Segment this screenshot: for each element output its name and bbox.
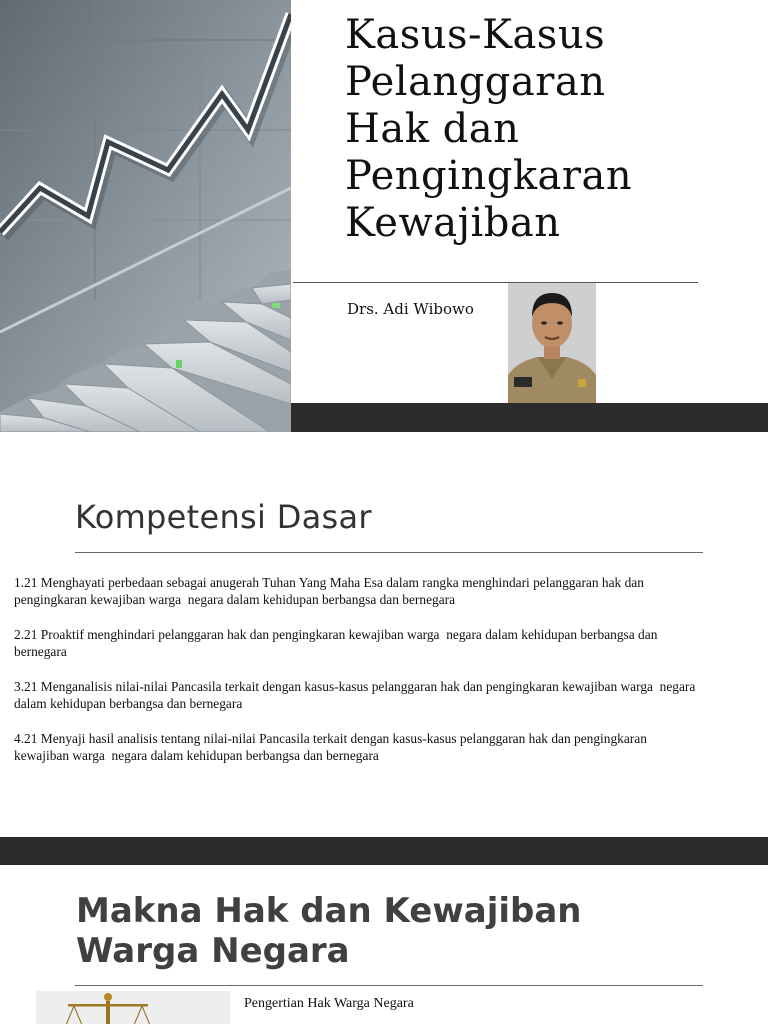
kompetensi-title: Kompetensi Dasar bbox=[75, 498, 372, 536]
title-divider bbox=[293, 282, 698, 283]
kompetensi-slide bbox=[0, 432, 768, 837]
makna-divider bbox=[75, 985, 703, 986]
stairs-growth-photo bbox=[0, 0, 291, 432]
slide-separator-band bbox=[0, 837, 768, 865]
kompetensi-divider bbox=[75, 552, 703, 553]
author-photo bbox=[508, 283, 596, 403]
makna-title: Makna Hak dan Kewajiban Warga Negara bbox=[76, 891, 582, 971]
author-name: Drs. Adi Wibowo bbox=[347, 300, 474, 318]
slide-title: Kasus-Kasus Pelanggaran Hak dan Pengingkaran Kewajiban bbox=[345, 12, 633, 246]
title-block bbox=[345, 12, 755, 247]
kompetensi-item: 4.21 Menyaji hasil analisis tentang nilai-nilai Pancasila terkait dengan kasus-kasus pelanggaran hak dan pengingkaran kewajiban warga negara dalam kehidupan berbangsa dan bernegara bbox=[14, 731, 647, 763]
kompetensi-list bbox=[14, 574, 759, 782]
kompetensi-item: 2.21 Proaktif menghindari pelanggaran hak dan pengingkaran kewajiban warga negara dalam kehidupan berbangsa dan bernegara bbox=[14, 627, 658, 659]
kompetensi-item: 3.21 Menganalisis nilai-nilai Pancasila terkait dengan kasus-kasus pelanggaran hak dan pengingkaran kewajiban warga negara dalam kehidupan berbangsa dan bernegara bbox=[14, 679, 696, 711]
title-footer-band bbox=[291, 403, 768, 432]
title-slide bbox=[0, 0, 768, 432]
justice-scales-image bbox=[36, 991, 230, 1024]
pengertian-label: Pengertian Hak Warga Negara bbox=[244, 996, 414, 1011]
makna-slide bbox=[0, 865, 768, 1024]
kompetensi-item: 1.21 Menghayati perbedaan sebagai anugerah Tuhan Yang Maha Esa dalam rangka menghindari pelanggaran hak dan pengingkaran kewajiban warga negara dalam kehidupan berbangsa dan bernegara bbox=[14, 575, 644, 607]
